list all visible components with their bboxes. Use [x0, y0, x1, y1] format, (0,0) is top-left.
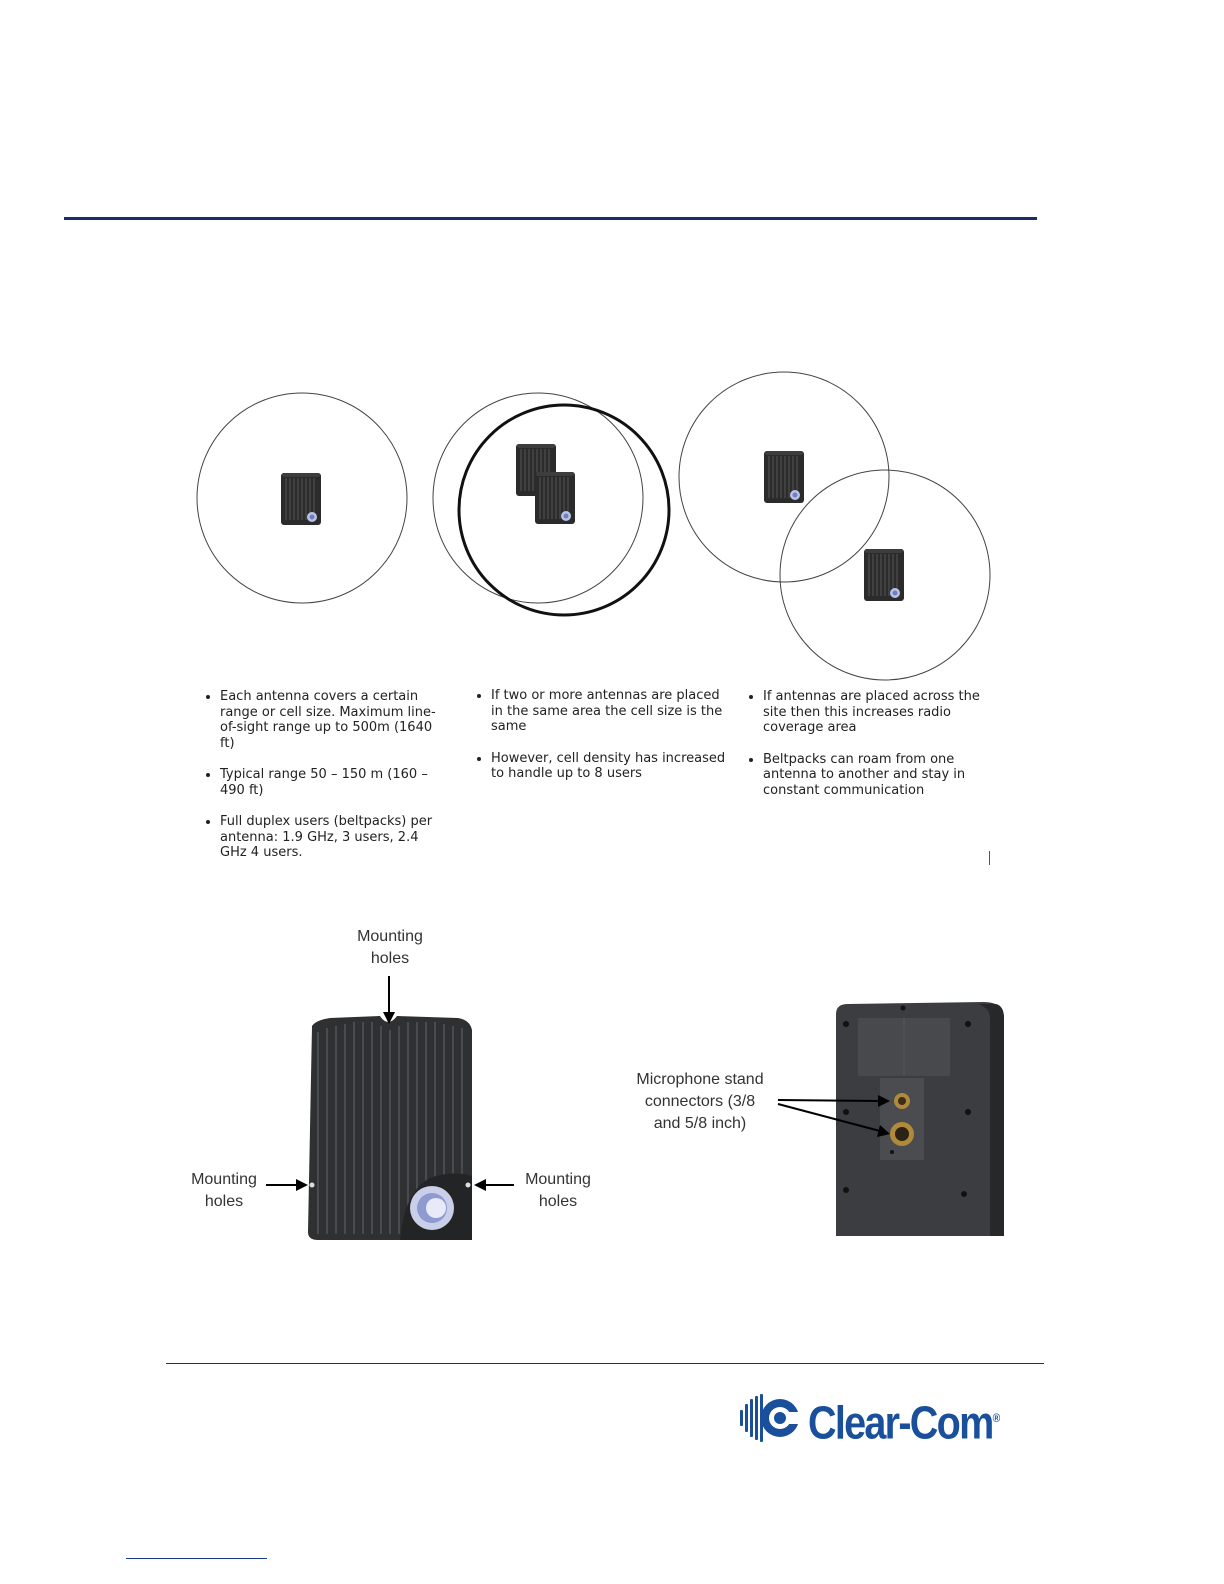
panel-1-bullets [203, 689, 440, 877]
logo-wordmark [808, 1392, 1000, 1448]
antenna-unit [764, 451, 804, 503]
callout-line: holes [204, 1193, 244, 1210]
callout-line: Microphone stand [636, 1071, 764, 1088]
footer-link-underline [126, 1558, 267, 1559]
bullet-item: • Typical range 50 – 150 m (160 – 490 ft) [220, 767, 440, 798]
callout-mounting-holes-top [340, 926, 440, 970]
bullet-item: • If antennas are placed across the site then this increases radio coverage area [763, 689, 998, 736]
callout-mounting-holes-right [508, 1169, 608, 1213]
callout-line: connectors (3/8 [644, 1093, 756, 1110]
antenna-unit [281, 473, 321, 525]
antenna-unit [535, 472, 575, 524]
margin-mark [989, 851, 990, 865]
callout-line: Mounting [191, 1171, 257, 1188]
callout-mounting-holes-left [174, 1169, 274, 1213]
antenna-front-photo [308, 1016, 472, 1240]
callout-line: and 5/8 inch) [653, 1115, 747, 1132]
footer-rule [166, 1363, 1044, 1364]
callout-mic-stand-connectors [620, 1069, 780, 1135]
logo-mark-icon [738, 1390, 804, 1446]
panel-2-bullets [474, 688, 731, 798]
bullet-item: • Full duplex users (beltpacks) per antenna: 1.9 GHz, 3 users, 2.4 GHz 4 users. [220, 814, 440, 861]
bullet-item: • However, cell density has increased to handle up to 8 users [491, 751, 731, 782]
bullet-item: • Each antenna covers a certain range or cell size. Maximum line-of-sight range up to 500m (1640 ft) [220, 689, 440, 751]
logo-registered-mark: ® [992, 1411, 1001, 1425]
callout-line: holes [370, 950, 410, 967]
bullet-item: • Beltpacks can roam from one antenna to another and stay in constant communication [763, 752, 998, 799]
antenna-unit [864, 549, 904, 601]
antenna-rear-photo [832, 1000, 1004, 1238]
clear-com-logo [738, 1390, 1038, 1449]
callout-line: holes [538, 1193, 578, 1210]
callout-line: Mounting [525, 1171, 591, 1188]
callout-line: Mounting [357, 928, 423, 945]
logo-text: Clear-Com [808, 1396, 993, 1449]
panel-3-bullets [746, 689, 998, 814]
bullet-item: • If two or more antennas are placed in the same area the cell size is the same [491, 688, 731, 735]
